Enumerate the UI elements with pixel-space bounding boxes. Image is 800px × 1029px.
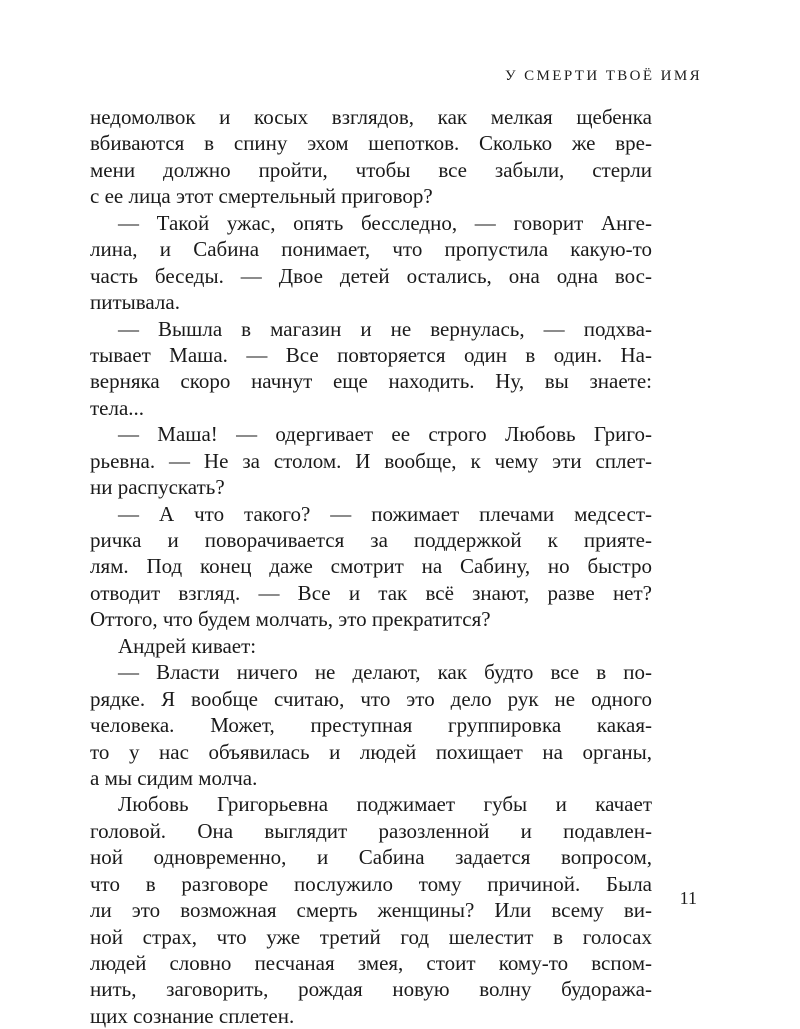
text-line: ной страх, что уже третий год шелестит в голосах	[90, 924, 652, 949]
text-line: мени должно пройти, чтобы все забыли, стерли	[90, 157, 652, 182]
text-line: ли это возможная смерть женщины? Или всему ви-	[90, 898, 652, 923]
running-header: У СМЕРТИ ТВОЁ ИМЯ	[504, 68, 702, 84]
text-line: то у нас объявилась и людей похищает на органы,	[90, 739, 652, 764]
text-line: рьевна. — Не за столом. И вообще, к чему эти сплет-	[90, 448, 652, 473]
text-line: недомолвок и косых взглядов, как мелкая щебенка	[90, 105, 652, 129]
text-line: с ее лица этот смертельный приговор?	[90, 184, 433, 209]
text-line: лина, и Сабина понимает, что пропустила какую-то	[90, 237, 652, 262]
text-line: Любовь Григорьевна поджимает губы и качает	[118, 792, 652, 817]
text-line: лям. Под конец даже смотрит на Сабину, но быстро	[90, 554, 652, 579]
page-number: 11	[679, 888, 697, 908]
text-line: — А что такого? — пожимает плечами медсест-	[118, 501, 652, 526]
text-line: — Маша! — одергивает ее строго Любовь Григо-	[118, 422, 652, 447]
text-line: тывает Маша. — Все повторяется один в один. На-	[90, 342, 652, 367]
body-text	[90, 104, 652, 1029]
text-line: человека. Может, преступная группировка какая-	[90, 713, 652, 738]
text-line: питывала.	[90, 290, 180, 315]
text-line: рядке. Я вообще считаю, что это дело рук не одного	[90, 686, 652, 711]
text-line: ричка и поворачивается за поддержкой к прияте-	[90, 528, 652, 552]
text-line: ни распускать?	[90, 475, 225, 500]
text-line: что в разговоре послужило тому причиной. Была	[90, 871, 652, 896]
text-line: Оттого, что будем молчать, это прекратится?	[90, 607, 491, 632]
text-line: людей словно песчаная змея, стоит кому-то вспом-	[90, 951, 652, 975]
text-line: головой. Она выглядит разозленной и подавлен-	[90, 818, 652, 843]
text-line: ной одновременно, и Сабина задается вопросом,	[90, 845, 652, 870]
text-line: тела...	[90, 395, 145, 420]
text-line: отводит взгляд. — Все и так всё знают, разве нет?	[90, 580, 652, 605]
text-line: часть беседы. — Двое детей остались, она одна вос-	[90, 263, 652, 288]
text-line: Андрей кивает:	[118, 633, 257, 658]
text-line: щих сознание сплетен.	[90, 1003, 295, 1028]
text-line: — Вышла в магазин и не вернулась, — подхва-	[118, 316, 652, 341]
text-line: — Такой ужас, опять бесследно, — говорит Анге-	[118, 210, 652, 235]
text-line: а мы сидим молча.	[90, 765, 258, 790]
text-line: нить, заговорить, рождая новую волну будоража-	[90, 977, 652, 1002]
text-line: верняка скоро начнут еще находить. Ну, вы знаете:	[90, 369, 652, 394]
text-line: — Власти ничего не делают, как будто все в по-	[118, 660, 652, 685]
text-line: вбиваются в спину эхом шепотков. Сколько же вре-	[90, 131, 652, 156]
